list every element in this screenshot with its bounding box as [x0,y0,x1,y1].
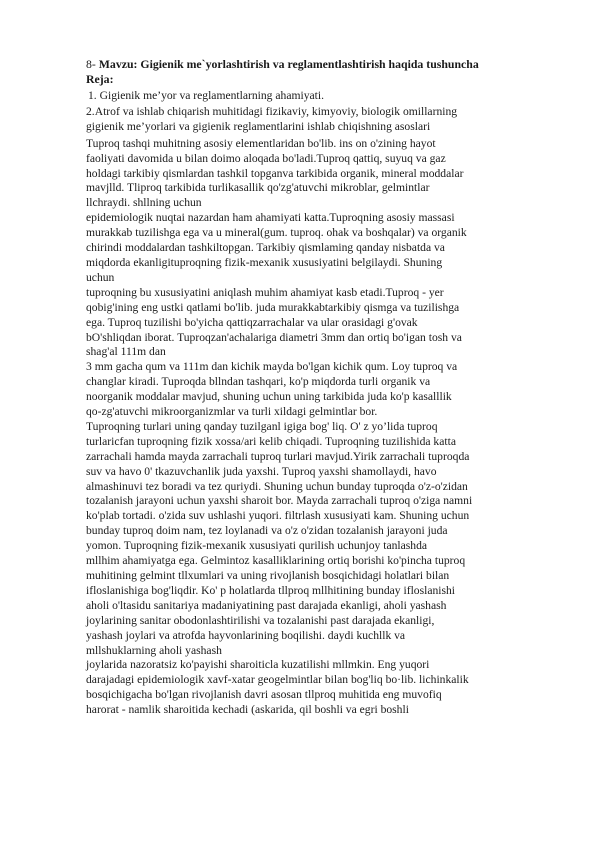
plan-item-2: 2.Atrof va ishlab chiqarish muhitidagi fizikaviy, kimyoviy, biologik omillarning gigienik me’yorlari va gigienik reglamentlarini ishlab chiqishning asoslari [86,104,458,133]
plan-label: Reja: [86,72,114,86]
lesson-number: 8- [86,57,96,71]
body-text: Tuproq tashqi muhitning asosiy elementlaridan bo'lib. ins on o'zining hayot faoliyati davomida u bilan doimo aloqada bo'ladi.Tuproq qattiq, suyuq va gaz holdagi tarkibiy qismlardan tashkil topganva tarkibida organik, mineral moddalar mavjlld. Tliproq tarkibida turlikasallik qo'zg'atuvchi mikroblar, gelmintlar llchraydi. shllning uchun epidemiologik nuqtai nazardan ham ahamiyati katta.Tuproqning asosiy massasi murakkab tuzilishga ega va u mineral(gum. tuproq. ohak va boshqalar) va organik chirindi moddalardan tashkiltopgan. Tarkibiy qismlaming qanday nisbatda va miqdorda ekanligituproqning fizik-mexanik xususiyatini belgilaydi. Shuning uchun tuproqning bu xususiyatini aniqlash muhim ahamiyat kasb etadi.Tuproq - yer qobig'ining eng ustki qatlami bo'lib. juda murakkabtarkibiy qismga va tuzilishga ega. Tuproq tuzilishi bo'yicha qattiqzarrachalar va ular orasidagi g'ovak bO'shliqdan iborat. Tuproqzan'achalariga diametri 3mm dan ortiq bo'igan tosh va shag'al 111m dan 3 mm gacha qum va 111m dan kichik mayda bo'lgan kichik qum. Loy tuproq va changlar kiradi. Tuproqda bllndan tashqari, ko'p miqdorda turli organik va noorganik moddalar mavjud, shuning uchun uning tarkibida juda ko'p kasalllik qo‑zg'atuvchi mikroorganizmlar va turli xildagi gelmintlar bor. Tuproqning turlari uning qanday tuzilganl igiga bog' liq. O' z yo’lida tuproq turlaricfan tuproqning fizik xossa/ari kelib chiqadi. Tuproqning tuzilishida katta zarrachali hamda mayda zarrachali tuproq turlari mavjud.Yirik zarrachali tuproqda suv va havo 0' tkazuvchanlik juda yaxshi. Tuproq yaxshi shamollaydi, havo almashinuvi tez boradi va tez quriydi. Shuning uchun bunday tuproqda o'z-o'zidan tozalanish jarayoni uchun yaxshi sharoit bor. Mayda zarrachali tuproq o'ziga namni ko'plab tortadi. o'zida suv ushlashi yuqori. filtrlash xususiyati kam. Shuning uchun bunday tuproq doim nam, tez loylanadi va o'z o'zidan tozalanish jarayoni juda yomon. Tuproqning fizik-mexanik xususiyati qurilish uchunjoy tanlashda mllhim ahamiyatga ega. Gelmintoz kasalliklarining ortiq borishi ko'pincha tuproq muhitining gelmint tllxumlari va uning rivojlanish bosqichidagi holatlari bilan ifloslanishiga bog'liqdir. Ko' p holatlarda tllproq mllhitining bunday ifloslanishi aholi o'ltasidu sanitariya madaniyatining past darajada ekanligi, aholi yashash joylarining sanitar obodonlashtirilishi va tozalanishi past darajada ekanligi, yashash joylari va atrofda hayvonlarining boqilishi. daydi kuchllk va mllshuklarning aholi yashash joylarida nazoratsiz ko'payishi sharoiticla kuzatilishi mllmkin. Eng yuqori darajadagi epidemiologik xavf-xatar geogelmintlar bilan bog'liq bo·lib. lichinkalik bosqichigacha bo'lgan rivojlanish davri asosan tllproq muhitida eng muvofiq harorat - namlik sharoitida kechadi (askarida, qil boshli va egri boshli [86,136,473,717]
lesson-heading [86,57,562,72]
document-content [86,57,562,718]
lesson-title: Mavzu: Gigienik me`yorlashtirish va reglamentlashtirish haqida tushuncha [98,57,479,71]
plan-item-1: 1. Gigienik me’yor va reglamentlarning ahamiyati. [88,89,324,102]
